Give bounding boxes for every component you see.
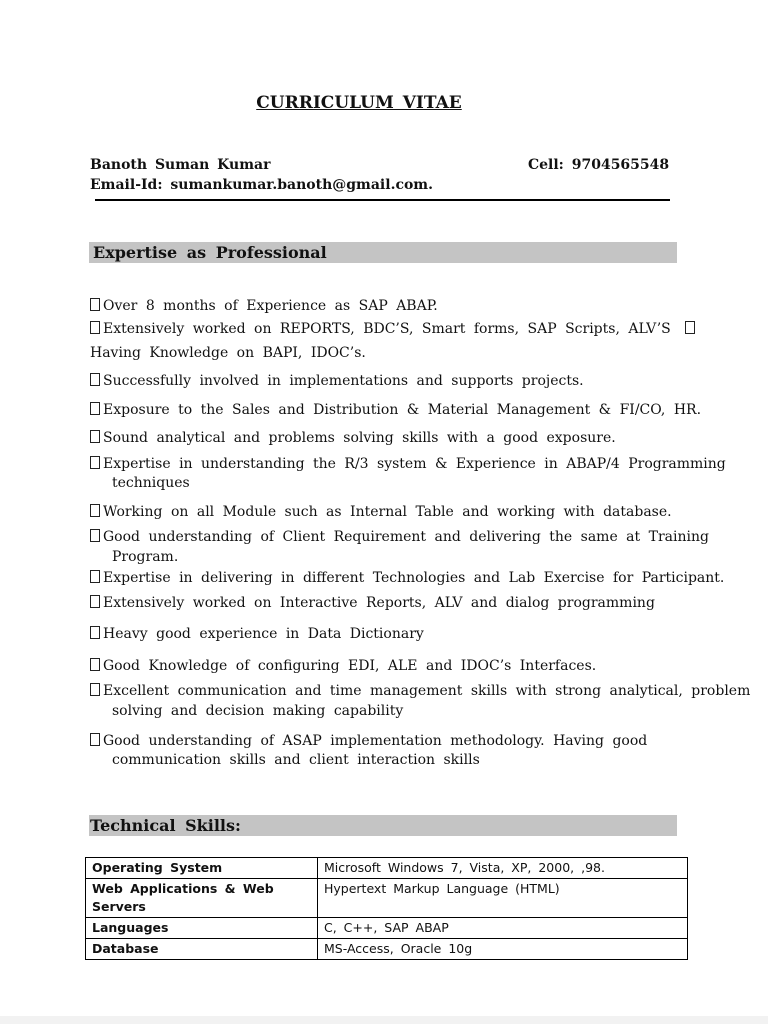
bullet-glyph-icon: [90, 733, 100, 746]
table-row: [86, 858, 688, 879]
bullet-glyph-icon: [90, 430, 100, 443]
bullet-glyph-icon: [90, 298, 100, 311]
skill-value: C, C++, SAP ABAP: [318, 918, 688, 939]
bullet-glyph-icon: [685, 321, 695, 334]
cell-number: Cell: 9704565548: [528, 157, 670, 173]
expertise-item: Extensively worked on Interactive Reports, ALV and dialog programming: [90, 594, 655, 612]
bullet-glyph-icon: [90, 373, 100, 386]
expertise-item: Good understanding of Client Requirement and delivering the same at Training: [90, 528, 709, 546]
page-bottom-edge: [0, 1016, 768, 1024]
skill-label: Database: [86, 939, 318, 960]
expertise-item: Heavy good experience in Data Dictionary: [90, 625, 424, 643]
bullet-glyph-icon: [90, 321, 100, 334]
header-divider: [95, 199, 670, 201]
technical-skills-table: [85, 857, 688, 960]
expertise-item: Expertise in delivering in different Technologies and Lab Exercise for Participant.: [90, 569, 724, 587]
bullet-glyph-icon: [90, 402, 100, 415]
table-row: [86, 939, 688, 960]
expertise-item: Expertise in understanding the R/3 system & Experience in ABAP/4 Programming: [90, 455, 726, 473]
expertise-item: Extensively worked on REPORTS, BDC’S, Smart forms, SAP Scripts, ALV’S: [90, 320, 698, 338]
expertise-item-continuation: techniques: [112, 475, 190, 491]
expertise-item: Sound analytical and problems solving skills with a good exposure.: [90, 429, 616, 447]
expertise-item-continuation: Having Knowledge on BAPI, IDOC’s.: [90, 345, 366, 361]
bullet-glyph-icon: [90, 570, 100, 583]
bullet-glyph-icon: [90, 626, 100, 639]
expertise-item-continuation: Program.: [112, 549, 179, 565]
bullet-glyph-icon: [90, 658, 100, 671]
bullet-glyph-icon: [90, 595, 100, 608]
bullet-glyph-icon: [90, 683, 100, 696]
document-title: CURRICULUM VITAE: [256, 93, 462, 113]
expertise-item: Over 8 months of Experience as SAP ABAP.: [90, 297, 438, 315]
bullet-glyph-icon: [90, 504, 100, 517]
table-row: [86, 918, 688, 939]
skill-value: Microsoft Windows 7, Vista, XP, 2000, ,98.: [318, 858, 688, 879]
expertise-item: Excellent communication and time management skills with strong analytical, problem: [90, 682, 750, 700]
expertise-item: Good understanding of ASAP implementation methodology. Having good: [90, 732, 647, 750]
expertise-item: Successfully involved in implementations and supports projects.: [90, 372, 584, 390]
expertise-item: Good Knowledge of configuring EDI, ALE and IDOC’s Interfaces.: [90, 657, 596, 675]
skill-label: Operating System: [86, 858, 318, 879]
technical-heading: Technical Skills:: [90, 816, 241, 835]
expertise-item-continuation: communication skills and client interaction skills: [112, 752, 480, 768]
skill-value: Hypertext Markup Language (HTML): [318, 879, 688, 918]
table-row: [86, 879, 688, 918]
candidate-name: Banoth Suman Kumar: [90, 157, 271, 173]
expertise-item: Exposure to the Sales and Distribution & Material Management & FI/CO, HR.: [90, 401, 701, 419]
expertise-item-continuation: solving and decision making capability: [112, 703, 404, 719]
bullet-glyph-icon: [90, 529, 100, 542]
bullet-glyph-icon: [90, 456, 100, 469]
skill-label: Web Applications & Web Servers: [86, 879, 318, 918]
skill-label: Languages: [86, 918, 318, 939]
expertise-heading: Expertise as Professional: [93, 243, 327, 262]
email-id: Email-Id: sumankumar.banoth@gmail.com.: [90, 177, 433, 193]
skill-value: MS-Access, Oracle 10g: [318, 939, 688, 960]
expertise-item: Working on all Module such as Internal Table and working with database.: [90, 503, 672, 521]
